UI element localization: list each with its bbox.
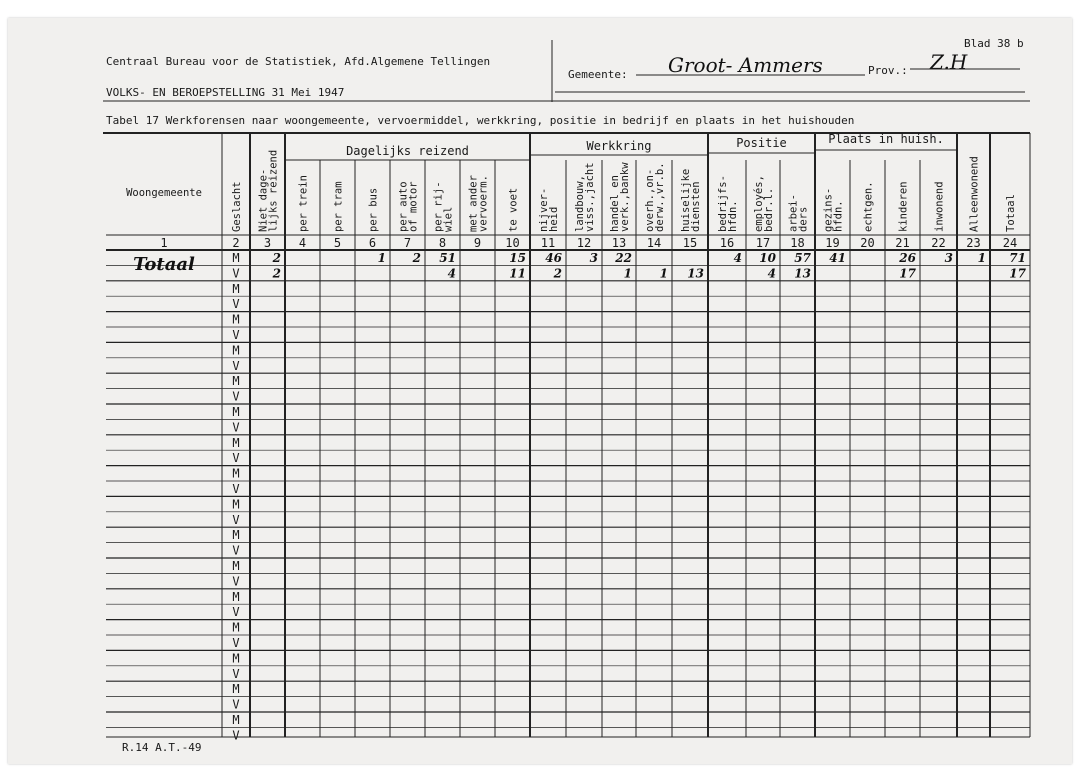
sex-code: M — [232, 620, 240, 635]
sex-code: V — [232, 266, 240, 281]
sex-code: M — [232, 466, 240, 481]
column-number: 1 — [160, 236, 168, 250]
column-caption: met ander — [467, 175, 480, 232]
totaal-label: Totaal — [133, 254, 195, 275]
column-caption: ders — [797, 206, 810, 232]
column-caption: te voet — [507, 187, 520, 232]
sex-code: M — [232, 251, 240, 265]
value-totaal-m: 51 — [439, 251, 456, 265]
sex-code: M — [232, 497, 240, 512]
sex-code: V — [232, 358, 240, 373]
column-number: 23 — [966, 236, 981, 250]
column-number: 6 — [368, 236, 377, 250]
value-totaal-v: 2 — [272, 266, 281, 281]
column-caption: inwonend — [933, 181, 946, 232]
province-label: Prov.: — [868, 64, 908, 77]
column-caption: overh.,on- — [644, 168, 656, 232]
sex-code: V — [232, 420, 240, 435]
sex-code: M — [232, 281, 240, 296]
column-caption: hfdn. — [832, 200, 845, 232]
column-caption: bedr.l. — [763, 187, 775, 232]
sex-code: M — [232, 713, 240, 727]
column-caption: Niet dage- — [257, 168, 270, 232]
value-totaal-m: 1 — [977, 251, 986, 265]
column-number: 17 — [755, 236, 771, 250]
column-number: 8 — [438, 236, 447, 250]
column-caption: vervoerm. — [477, 175, 490, 232]
value-totaal-v: 13 — [794, 266, 811, 281]
value-totaal-m: 1 — [377, 251, 386, 265]
column-number: 15 — [682, 236, 698, 250]
column-caption: per rij- — [432, 181, 445, 232]
gemeente-label: Gemeente: — [568, 68, 628, 81]
sex-code: V — [232, 543, 240, 558]
column-caption: hfdn. — [727, 200, 739, 232]
column-caption: lijks reizend — [267, 149, 280, 232]
sex-code: V — [232, 451, 240, 466]
group-dagelijks-reizend: Dagelijks reizend — [346, 144, 469, 158]
column-number: 7 — [403, 236, 412, 250]
column-caption: per auto — [397, 181, 410, 232]
column-caption: per trein — [297, 175, 310, 232]
column-number: 14 — [646, 236, 662, 250]
value-totaal-v: 13 — [687, 266, 704, 281]
column-caption: huiselijke — [680, 168, 692, 232]
sex-code: M — [232, 435, 240, 450]
value-totaal-m: 57 — [794, 251, 811, 265]
form-code: R.14 A.T.-49 — [122, 741, 202, 754]
census-title: VOLKS- EN BEROEPSTELLING 31 Mei 1947 — [106, 86, 345, 99]
table-title: Tabel 17 Werkforensen naar woongemeente, vervoermiddel, werkkring, positie in bedrijf en plaats in het huishouden — [106, 114, 855, 127]
value-totaal-m: 71 — [1009, 251, 1026, 265]
column-caption: landbouw, — [574, 175, 586, 232]
sheet-number: Blad 38 b — [964, 37, 1024, 50]
column-caption: kinderen — [897, 181, 910, 232]
value-totaal-v: 11 — [509, 266, 526, 281]
column-number: 12 — [576, 236, 592, 250]
sex-code: M — [232, 682, 240, 697]
value-totaal-m: 3 — [944, 251, 953, 265]
value-totaal-m: 10 — [759, 251, 776, 265]
column-caption: verk.,bankw — [619, 162, 631, 232]
province-value: Z.H — [930, 50, 968, 74]
value-totaal-m: 15 — [509, 251, 526, 265]
column-number: 9 — [473, 236, 482, 250]
value-totaal-m: 3 — [589, 251, 598, 265]
sex-code: M — [232, 374, 240, 389]
sex-code: M — [232, 343, 240, 358]
value-totaal-m: 41 — [829, 251, 846, 265]
value-totaal-m: 26 — [899, 251, 916, 265]
column-caption: of motor — [407, 181, 420, 232]
column-caption: Geslacht — [231, 181, 243, 232]
gemeente-value: Groot- Ammers — [668, 53, 823, 77]
column-caption: gezins- — [822, 187, 835, 232]
value-totaal-m: 2 — [272, 251, 281, 265]
column-caption: per tram — [332, 181, 345, 232]
column-number: 19 — [825, 236, 840, 250]
column-caption: Alleenwonend — [968, 156, 981, 232]
column-number: 20 — [860, 236, 875, 250]
sex-code: M — [232, 405, 240, 419]
sex-code: V — [232, 697, 240, 712]
sex-code: M — [232, 559, 240, 573]
sex-code: V — [232, 666, 240, 681]
sex-code: V — [232, 512, 240, 527]
group-positie: Positie — [736, 136, 787, 150]
column-caption: wiel — [442, 206, 455, 232]
column-number: 2 — [232, 236, 240, 250]
column-number: 18 — [790, 236, 805, 250]
column-number: 3 — [263, 236, 272, 250]
column-caption: nijver- — [538, 187, 550, 232]
sex-code: V — [232, 297, 240, 312]
column-caption: derw.,vr.b. — [654, 162, 666, 232]
sex-code: V — [232, 389, 240, 404]
value-totaal-m: 46 — [545, 251, 562, 265]
value-totaal-v: 1 — [623, 266, 632, 281]
value-totaal-m: 2 — [412, 251, 421, 265]
column-caption: viss.,jacht — [584, 162, 596, 232]
column-number: 13 — [611, 236, 627, 250]
group-plaats-in-huishouden: Plaats in huish. — [828, 132, 944, 146]
column-number: 10 — [505, 236, 520, 250]
column-number: 16 — [719, 236, 735, 250]
column-caption: bedrijfs- — [717, 175, 729, 232]
group-werkkring: Werkkring — [586, 139, 652, 153]
column-caption: echtgen. — [862, 181, 875, 232]
column-caption: diensten — [690, 181, 702, 232]
column-number: 24 — [1002, 236, 1018, 250]
column-caption: handel en — [609, 175, 621, 232]
value-totaal-v: 4 — [447, 266, 456, 281]
column-number: 5 — [333, 236, 342, 250]
sex-code: M — [232, 651, 240, 666]
column-caption: per bus — [367, 187, 380, 232]
column-caption: employés, — [753, 175, 765, 232]
column-caption: arbei- — [787, 194, 800, 232]
value-totaal-v: 2 — [553, 266, 562, 281]
value-totaal-v: 17 — [1009, 266, 1026, 281]
sex-code: M — [232, 312, 240, 327]
column-number: 4 — [298, 236, 307, 250]
value-totaal-v: 4 — [767, 266, 776, 281]
value-totaal-v: 17 — [899, 266, 916, 281]
column-caption: Totaal — [1005, 194, 1017, 232]
column-number: 11 — [540, 236, 556, 250]
column-caption-woongemeente: Woongemeente — [126, 187, 202, 199]
sex-code: V — [232, 728, 240, 743]
bureau-name: Centraal Bureau voor de Statistiek, Afd.Algemene Tellingen — [106, 55, 491, 68]
sex-code: V — [232, 605, 240, 620]
sex-code: M — [232, 589, 240, 604]
value-totaal-m: 22 — [615, 251, 632, 265]
census-form-sheet — [8, 18, 1072, 764]
sex-code: V — [232, 328, 240, 342]
sex-code: V — [232, 636, 240, 650]
column-caption: heid — [548, 206, 560, 232]
value-totaal-m: 4 — [733, 251, 742, 265]
value-totaal-v: 1 — [659, 266, 668, 281]
sex-code: M — [232, 528, 240, 543]
sex-code: V — [232, 482, 240, 496]
column-number: 22 — [931, 236, 946, 250]
sex-code: V — [232, 574, 240, 589]
column-number: 21 — [895, 236, 910, 250]
